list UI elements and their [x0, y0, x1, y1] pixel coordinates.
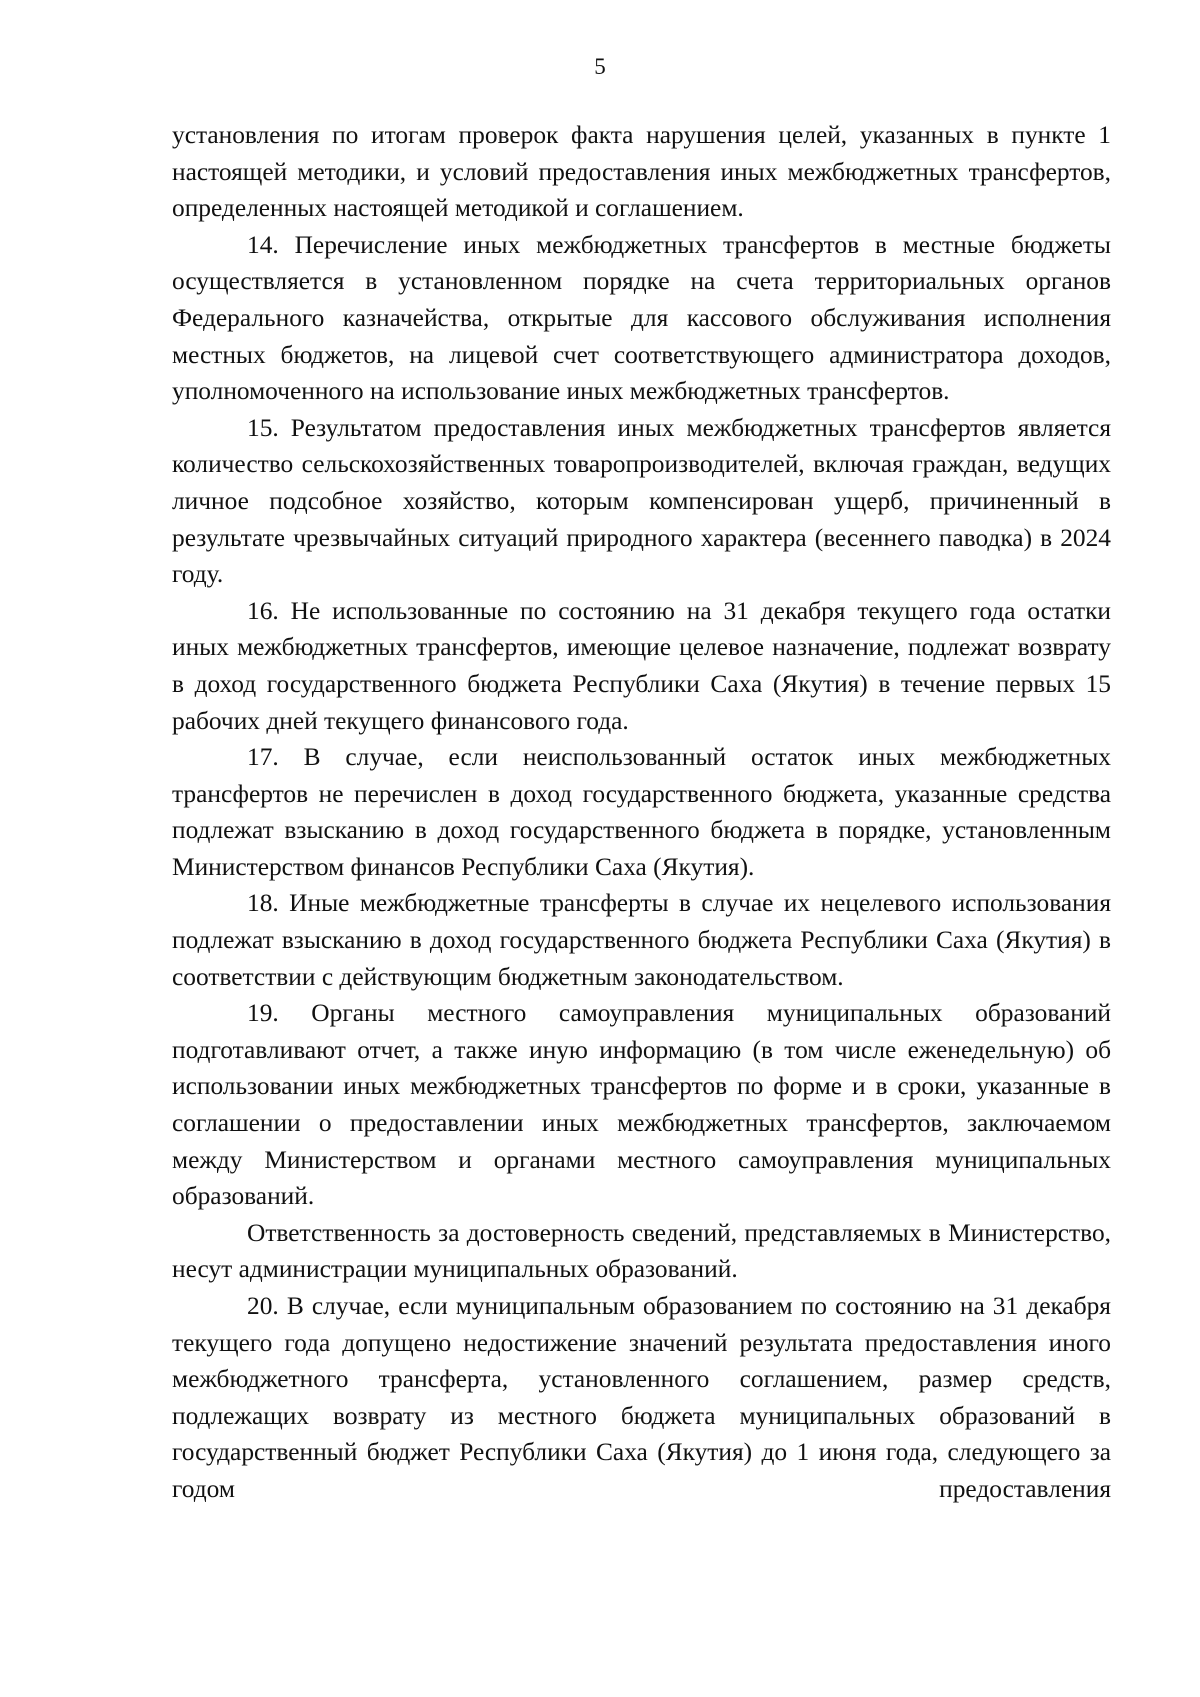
paragraph-19-responsibility: Ответственность за достоверность сведений, представляемых в Министерство, несут администрации муниципальных образований. — [172, 1218, 1111, 1284]
paragraph-18: 18. Иные межбюджетные трансферты в случае их нецелевого использования подлежат взысканию в доход государственного бюджета Республики Саха (Якутия) в соответствии с действующим бюджетным законодательством. — [172, 889, 1111, 991]
paragraph-15: 15. Результатом предоставления иных межбюджетных трансфертов является количество сельскохозяйственных товаропроизводителей, включая граждан, ведущих личное подсобное хозяйство, которым компенсирован ущерб, причиненный в результате чрезвычайных ситуаций природного характера (весеннего паводка) в 2024 году. — [172, 413, 1111, 589]
document-body — [172, 117, 1111, 1508]
paragraph-19: 19. Органы местного самоуправления муниципальных образований подготавливают отчет, а также иную информацию (в том числе еженедельную) об использовании иных межбюджетных трансфертов по форме и в сроки, указанные в соглашении о предоставлении иных межбюджетных трансфертов, заключаемом между Министерством и органами местного самоуправления муниципальных образований. — [172, 999, 1111, 1211]
paragraph-16: 16. Не использованные по состоянию на 31 декабря текущего года остатки иных межбюджетных трансфертов, имеющие целевое назначение, подлежат возврату в доход государственного бюджета Республики Саха (Якутия) в течение первых 15 рабочих дней текущего финансового года. — [172, 596, 1111, 735]
paragraph-14: 14. Перечисление иных межбюджетных трансфертов в местные бюджеты осуществляется в установленном порядке на счета территориальных органов Федерального казначейства, открытые для кассового обслуживания исполнения местных бюджетов, на лицевой счет соответствующего администратора доходов, уполномоченного на использование иных межбюджетных трансфертов. — [172, 230, 1111, 406]
paragraph-20: 20. В случае, если муниципальным образованием по состоянию на 31 декабря текущего года допущено недостижение значений результата предоставления иного межбюджетного трансферта, установленного соглашением, размер средств, подлежащих возврату из местного бюджета муниципальных образований в государственный бюджет Республики Саха (Якутия) до 1 июня года, следующего за годом предоставления — [172, 1292, 1111, 1503]
page-number: 5 — [594, 54, 606, 79]
paragraph-continuation: установления по итогам проверок факта нарушения целей, указанных в пункте 1 настоящей методики, и условий предоставления иных межбюджетных трансфертов, определенных настоящей методикой и соглашением. — [172, 121, 1111, 223]
paragraph-17: 17. В случае, если неиспользованный остаток иных межбюджетных трансфертов не перечислен в доход государственного бюджета, указанные средства подлежат взысканию в доход государственного бюджета в порядке, установленным Министерством финансов Республики Саха (Якутия). — [172, 743, 1111, 881]
